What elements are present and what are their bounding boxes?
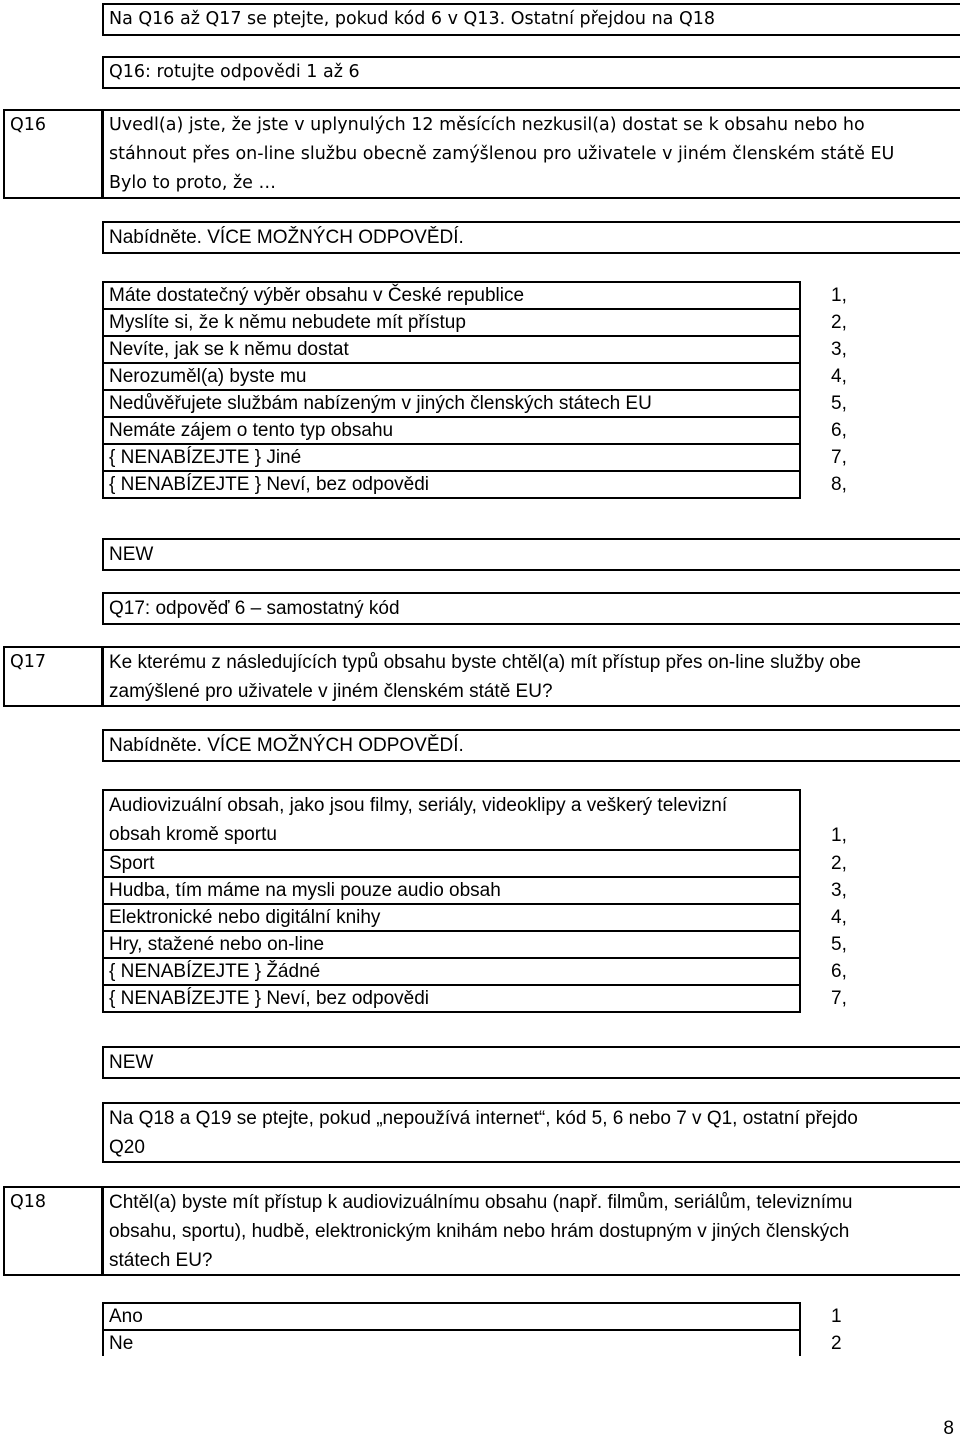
question-code-q16 — [3, 109, 103, 199]
option-label: Hudba, tím máme na mysli pouze audio obsah — [103, 877, 800, 904]
option-row — [103, 417, 912, 444]
option-row — [103, 363, 912, 390]
question-line: obsahu, sportu), hudbě, elektronickým knihám nebo hrám dostupným v jiných členských — [109, 1221, 850, 1242]
instruction-text: Nabídněte. VÍCE MOŽNÝCH ODPOVĚDÍ. — [109, 735, 464, 756]
option-label: Nevíte, jak se k němu dostat — [103, 336, 800, 363]
option-code: 3, — [831, 880, 847, 901]
option-row — [103, 931, 912, 958]
option-code: 8, — [831, 474, 847, 495]
question-text-q16 — [102, 109, 960, 199]
options-table-q17 — [102, 789, 913, 1013]
option-row — [103, 1303, 912, 1330]
separate-code-note-q17 — [102, 592, 960, 625]
option-row — [103, 958, 912, 985]
question-text-q17 — [102, 646, 960, 707]
option-label: Nerozuměl(a) byste mu — [103, 363, 800, 390]
option-label-line: obsah kromě sportu — [109, 824, 277, 845]
option-label: Sport — [103, 850, 800, 877]
option-row — [103, 282, 912, 309]
option-code: 2, — [831, 312, 847, 333]
options-table-q16 — [102, 281, 913, 499]
rotation-note-text: Q16: rotujte odpovědi 1 až 6 — [109, 62, 360, 82]
option-label: Máte dostatečný výběr obsahu v České republice — [103, 282, 800, 309]
option-label: Nedůvěřujete službám nabízeným v jiných členských státech EU — [103, 390, 800, 417]
question-code-text: Q18 — [10, 1192, 47, 1212]
option-row — [103, 471, 912, 498]
option-code: 4, — [831, 366, 847, 387]
question-code-text: Q16 — [10, 115, 47, 135]
option-code: 2, — [831, 853, 847, 874]
question-text-q18 — [102, 1186, 960, 1276]
instruction-q17 — [102, 729, 960, 762]
new-tag-text: NEW — [109, 1052, 154, 1073]
option-row — [103, 850, 912, 877]
option-label: Elektronické nebo digitální knihy — [103, 904, 800, 931]
routing-note-q16 — [102, 3, 960, 36]
question-line: Bylo to proto, že … — [109, 173, 276, 193]
option-label: Ne — [103, 1330, 800, 1356]
question-code-q17 — [3, 646, 103, 707]
option-code: 7, — [831, 988, 847, 1009]
page-number: 8 — [943, 1418, 954, 1439]
option-code: 1, — [831, 285, 847, 306]
option-label: { NENABÍZEJTE } Jiné — [103, 444, 800, 471]
routing-note-text: Na Q16 až Q17 se ptejte, pokud kód 6 v Q13. Ostatní přejdou na Q18 — [109, 9, 715, 29]
question-line: Ke kterému z následujících typů obsahu byste chtěl(a) mít přístup přes on-line služby obe — [109, 652, 861, 673]
question-line: Chtěl(a) byste mít přístup k audiovizuálnímu obsahu (např. filmům, seriálům, televiznímu — [109, 1192, 853, 1213]
option-row — [103, 904, 912, 931]
option-code: 7, — [831, 447, 847, 468]
option-code: 5, — [831, 393, 847, 414]
routing-line: Q20 — [109, 1137, 145, 1158]
rotation-note — [102, 56, 960, 89]
option-label: { NENABÍZEJTE } Neví, bez odpovědi — [103, 985, 800, 1012]
option-label: Hry, stažené nebo on-line — [103, 931, 800, 958]
question-code-text: Q17 — [10, 652, 47, 672]
option-code: 5, — [831, 934, 847, 955]
question-line: Uvedl(a) jste, že jste v uplynulých 12 měsících nezkusil(a) dostat se k obsahu nebo ho — [109, 115, 865, 135]
option-code: 4, — [831, 907, 847, 928]
instruction-text: Nabídněte. VÍCE MOŽNÝCH ODPOVĚDÍ. — [109, 227, 464, 248]
option-row — [103, 390, 912, 417]
note-text: Q17: odpověď 6 – samostatný kód — [109, 598, 400, 619]
instruction-q16 — [102, 221, 960, 254]
question-code-q18 — [3, 1186, 103, 1276]
new-tag-q16 — [102, 538, 960, 571]
option-label-line: Audiovizuální obsah, jako jsou filmy, seriály, videoklipy a veškerý televizní — [109, 795, 728, 816]
option-code: 6, — [831, 420, 847, 441]
option-code: 3, — [831, 339, 847, 360]
option-row — [103, 444, 912, 471]
option-label: { NENABÍZEJTE } Neví, bez odpovědi — [103, 471, 800, 498]
routing-line: Na Q18 a Q19 se ptejte, pokud „nepoužívá internet“, kód 5, 6 nebo 7 v Q1, ostatní přejdo — [109, 1108, 858, 1129]
option-row — [103, 336, 912, 363]
option-row — [103, 1330, 912, 1356]
option-label: Myslíte si, že k němu nebudete mít přístup — [103, 309, 800, 336]
option-label: Ano — [103, 1303, 800, 1330]
option-label — [103, 790, 800, 850]
option-row — [103, 985, 912, 1012]
question-line: zamýšlené pro uživatele v jiném členském státě EU? — [109, 681, 553, 702]
option-label: Nemáte zájem o tento typ obsahu — [103, 417, 800, 444]
question-line: stáhnout přes on-line službu obecně zamýšlenou pro uživatele v jiném členském státě EU — [109, 144, 895, 164]
option-row — [103, 309, 912, 336]
options-table-q18 — [102, 1302, 913, 1356]
option-row — [103, 790, 912, 850]
new-tag-q17 — [102, 1046, 960, 1079]
option-row — [103, 877, 912, 904]
new-tag-text: NEW — [109, 544, 154, 565]
option-code: 2 — [831, 1332, 842, 1354]
routing-note-q18 — [102, 1102, 960, 1163]
option-code: 1, — [831, 825, 847, 846]
option-code: 1 — [831, 1306, 842, 1327]
option-label: { NENABÍZEJTE } Žádné — [103, 958, 800, 985]
question-line: státech EU? — [109, 1250, 213, 1271]
option-code: 6, — [831, 961, 847, 982]
